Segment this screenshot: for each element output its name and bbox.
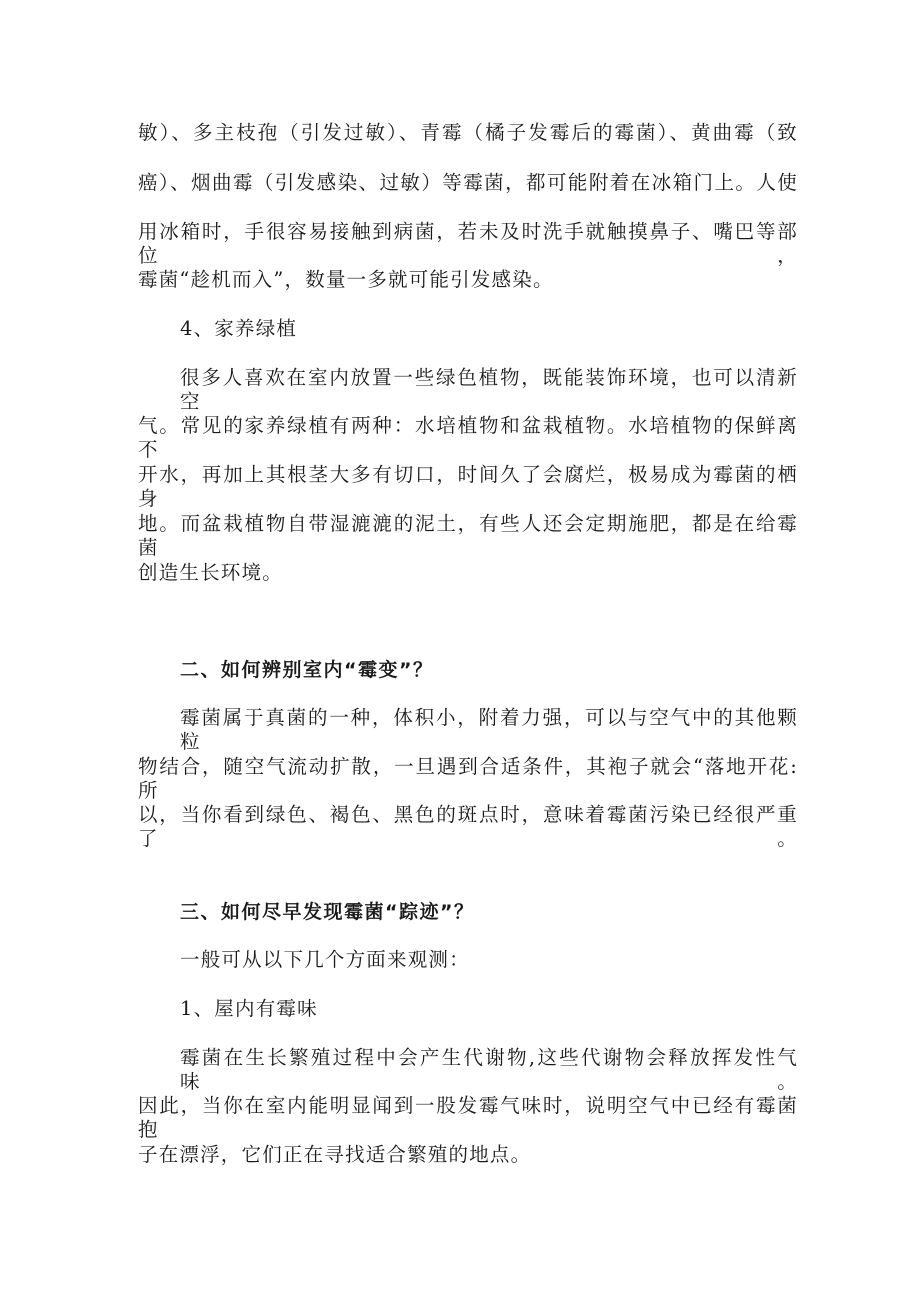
item-title: 1、屋内有霉味 <box>180 997 318 1020</box>
paragraph-line: 因此，当你在室内能明显闻到一股发霉气味时，说明空气中已经有霉菌抱 <box>138 1094 798 1141</box>
paragraph-line: 子在漂浮，它们正在寻找适合繁殖的地点。 <box>138 1143 532 1166</box>
item-title: 4、家养绿植 <box>180 317 298 340</box>
paragraph-line: 霉菌“趁机而入”，数量一多就可能引发感染。 <box>138 268 554 291</box>
section-heading: 二、如何辨别室内“霉变”？ <box>180 659 434 681</box>
paragraph-line: 以，当你看到绿色、褐色、黑色的斑点时，意味着霉菌污染已经很严重了。 <box>138 803 798 850</box>
section-heading: 三、如何尽早发现霉菌“踪迹”？ <box>180 901 475 923</box>
paragraph-line: 气。常见的家养绿植有两种：水培植物和盆栽植物。水培植物的保鲜离不 <box>138 414 798 461</box>
paragraph-line: 开水，再加上其根茎大多有切口，时间久了会腐烂，极易成为霉菌的栖身 <box>138 463 798 510</box>
paragraph-line: 一般可从以下几个方面来观测： <box>180 948 470 971</box>
paragraph-line: 用冰箱时，手很容易接触到病菌，若未及时洗手就触摸鼻子、嘴巴等部位， <box>138 220 798 267</box>
paragraph-line: 癌）、烟曲霉（引发感染、过敏）等霉菌，都可能附着在冰箱门上。人使 <box>138 171 798 194</box>
paragraph-line: 敏）、多主枝孢（引发过敏）、青霉（橘子发霉后的霉菌）、黄曲霉（致 <box>138 121 798 144</box>
paragraph-line: 物结合，随空气流动扩散，一旦遇到合适条件，其袍子就会“落地开花:所 <box>138 755 798 802</box>
paragraph-line: 地。而盆栽植物自带湿漉漉的泥土，有些人还会定期施肥，都是在给霉菌 <box>138 512 798 559</box>
paragraph-line: 霉菌在生长繁殖过程中会产生代谢物,这些代谢物会释放挥发性气味。 <box>180 1046 798 1093</box>
paragraph-line: 创造生长环境。 <box>138 561 283 584</box>
paragraph-line: 霉菌属于真菌的一种，体积小，附着力强，可以与空气中的其他颗粒 <box>180 706 798 753</box>
paragraph-line: 很多人喜欢在室内放置一些绿色植物，既能装饰环境，也可以清新空 <box>180 366 798 413</box>
